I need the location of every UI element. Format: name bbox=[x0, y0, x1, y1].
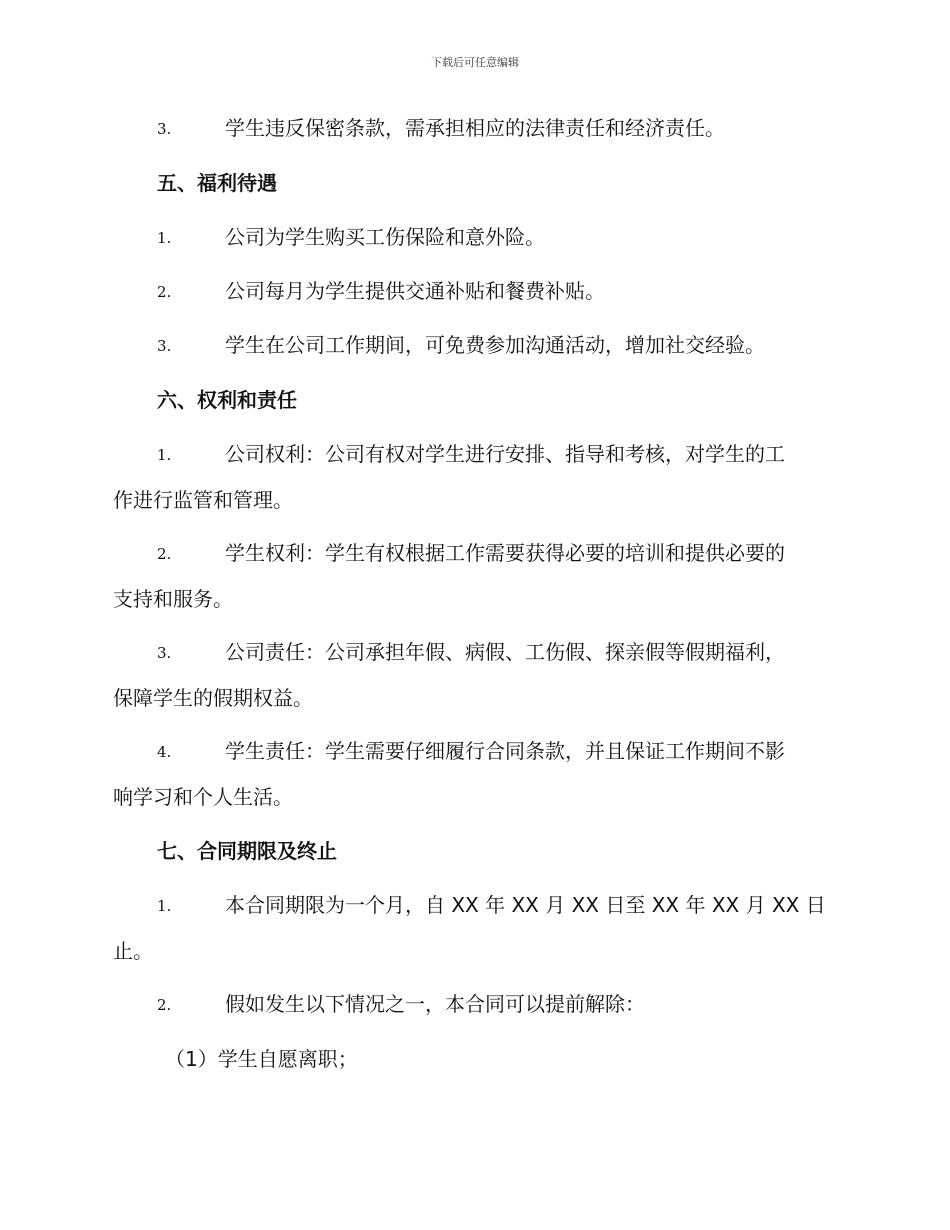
paragraph-text: 学生权利：学生有权根据工作需要获得必要的培训和提供必要的 bbox=[225, 541, 785, 565]
paragraph-text: 公司为学生购买工伤保险和意外险。 bbox=[225, 225, 545, 249]
item-number: 3. bbox=[157, 120, 172, 138]
item-number: 1. bbox=[157, 897, 172, 915]
paragraph-text: 公司每月为学生提供交通补贴和餐费补贴。 bbox=[225, 279, 605, 303]
paragraph-text: 学生在公司工作期间，可免费参加沟通活动，增加社交经验。 bbox=[225, 333, 765, 357]
page-header: 下载后可任意编辑 bbox=[431, 56, 519, 69]
item-number: 1. bbox=[157, 229, 172, 247]
paragraph-text: 假如发生以下情况之一，本合同可以提前解除： bbox=[225, 992, 645, 1016]
paragraph-continuation: 响学习和个人生活。 bbox=[113, 785, 293, 809]
sub-item-text: （1）学生自愿离职； bbox=[165, 1047, 358, 1071]
item-number: 1. bbox=[157, 446, 172, 464]
paragraph-continuation: 保障学生的假期权益。 bbox=[113, 686, 313, 710]
section-heading-welfare: 五、福利待遇 bbox=[157, 171, 277, 195]
paragraph-text: 公司权利：公司有权对学生进行安排、指导和考核，对学生的工 bbox=[225, 442, 785, 466]
section-heading-rights: 六、权利和责任 bbox=[157, 388, 297, 412]
item-number: 2. bbox=[157, 996, 172, 1014]
paragraph-text: 学生违反保密条款，需承担相应的法律责任和经济责任。 bbox=[225, 116, 725, 140]
item-number: 3. bbox=[157, 644, 172, 662]
item-number: 2. bbox=[157, 545, 172, 563]
item-number: 2. bbox=[157, 283, 172, 301]
paragraph-continuation: 支持和服务。 bbox=[113, 587, 233, 611]
item-number: 4. bbox=[157, 743, 172, 761]
section-heading-term: 七、合同期限及终止 bbox=[157, 839, 337, 863]
item-number: 3. bbox=[157, 337, 172, 355]
paragraph-continuation: 作进行监管和管理。 bbox=[113, 488, 293, 512]
paragraph-text: 本合同期限为一个月，自 XX 年 XX 月 XX 日至 XX 年 XX 月 XX 日 bbox=[225, 893, 826, 917]
paragraph-continuation: 止。 bbox=[113, 939, 153, 963]
paragraph-text: 学生责任：学生需要仔细履行合同条款，并且保证工作期间不影 bbox=[225, 739, 785, 763]
paragraph-text: 公司责任：公司承担年假、病假、工伤假、探亲假等假期福利， bbox=[225, 640, 785, 664]
